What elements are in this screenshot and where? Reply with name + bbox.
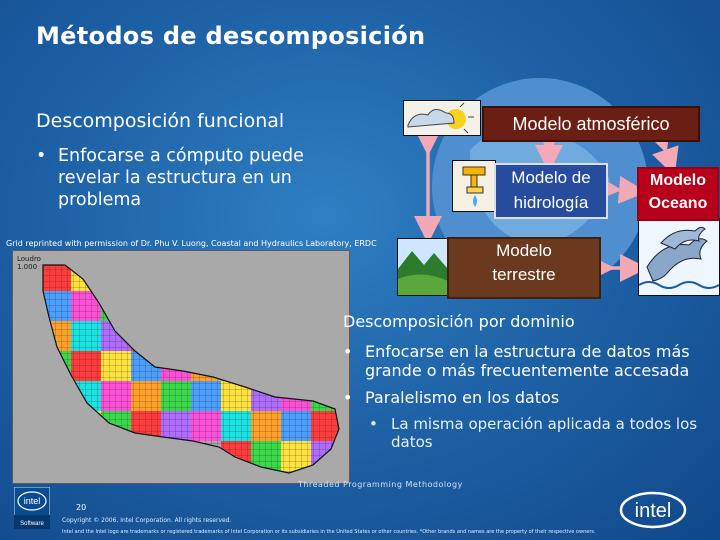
grid-label-line: 1.000 [17,263,38,271]
faucet-svg [453,161,495,211]
intel-badge-icon [14,487,50,529]
domain-bullet-2-text: Paralelismo en los datos [365,388,560,407]
landscape-svg [398,239,448,295]
bullet-dot: • [343,388,353,407]
hydrology-line: Modelo de [511,168,591,187]
footer-title: Threaded Programming Methodology [298,480,463,489]
ocean-model-box [637,167,719,221]
arrow-hyd-oce [608,189,633,191]
grid-caption: Grid reprinted with permission of Dr. Phu V. Luong, Coastal and Hydraulics Laboratory, ERDC [6,239,377,248]
slide-title: Métodos de descomposición [36,22,426,50]
functional-heading: Descomposición funcional [36,110,285,132]
sun-cloud-icon [403,100,481,136]
terrestrial-line: Modelo [496,241,552,260]
page-number: 20 [76,503,87,512]
intel-badge-svg [14,487,50,529]
dolphin-icon [638,218,720,296]
logo-text: intel [634,500,672,522]
bullet-dot: • [36,146,47,166]
domain-bullets [343,342,718,459]
domain-bullet-2 [343,388,718,407]
hydrology-model-box [494,163,608,219]
badge-brand: intel [23,496,41,506]
grid-label-line: Loudro [17,255,41,263]
bullet-dot: • [369,415,378,433]
domain-bullet-1 [343,342,718,380]
ocean-line: Modelo [650,172,706,189]
domain-bullet-1-text: Enfocarse en la estructura de datos más grande o más frecuentemente accesada [365,342,690,380]
ocean-line: Oceano [648,195,708,212]
intel-logo-svg [618,488,688,532]
terrestrial-model-box [447,237,601,299]
atmospheric-model-box: Modelo atmosférico [482,106,700,142]
arrow-atm-oce [662,140,670,163]
terrestrial-line: terrestre [492,265,556,284]
copyright: Copyright © 2006, Intel Corporation. All rights reserved. [62,517,232,524]
functional-bullet-text: Enfocarse a cómputo puede revelar la estructura en un problema [58,146,304,210]
domain-sub-bullet-text: La misma operación aplicada a todos los datos [391,415,698,451]
faucet-icon [452,160,496,212]
intel-logo-icon [618,488,688,532]
trademark-disclaimer: Intel and the Intel logo are trademarks or registered trademarks of Intel Corporation or its subsidiaries in the United States or other countries. *Other brands and names are the property of their respective owners. [62,529,596,535]
bullet-dot: • [343,342,353,361]
domain-heading: Descomposición por dominio [343,312,575,331]
hydrology-line: hidrología [513,193,589,212]
sun-cloud-svg [404,101,480,135]
badge-sub: Software [20,521,44,527]
dolphin-svg [639,219,719,295]
domain-sub-bullet [369,415,718,451]
landscape-icon [397,238,449,296]
